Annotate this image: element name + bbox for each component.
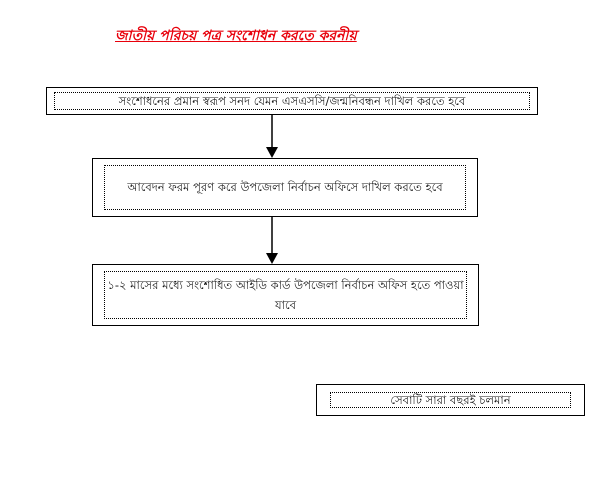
arrow-down-1 xyxy=(264,115,280,159)
step-box-submit-certificate xyxy=(46,87,538,115)
diagram-title: জাতীয় পরিচয় পত্র সংশোধন করতে করনীয় xyxy=(115,28,357,44)
arrow-down-2 xyxy=(264,217,280,265)
step-text-submit-certificate: সংশোধনের প্রমান স্বরূপ সনদ যেমন এসএসসি/জন্মনিবন্ধন দাখিল করতে হবে xyxy=(54,92,530,110)
step-box-fill-form xyxy=(92,158,478,217)
note-box-service-ongoing xyxy=(316,384,585,416)
step-box-receive-card xyxy=(92,264,479,326)
note-text-service-ongoing: সেবাটি সারা বছরই চলমান xyxy=(330,392,571,408)
step-text-fill-form: আবেদন ফরম পূরণ করে উপজেলা নির্বাচন অফিসে দাখিল করতে হবে xyxy=(104,165,466,210)
step-text-receive-card: ১-২ মাসের মধ্যে সংশোধিত আইডি কার্ড উপজেলা নির্বাচন অফিস হতে পাওয়া যাবে xyxy=(104,271,467,319)
